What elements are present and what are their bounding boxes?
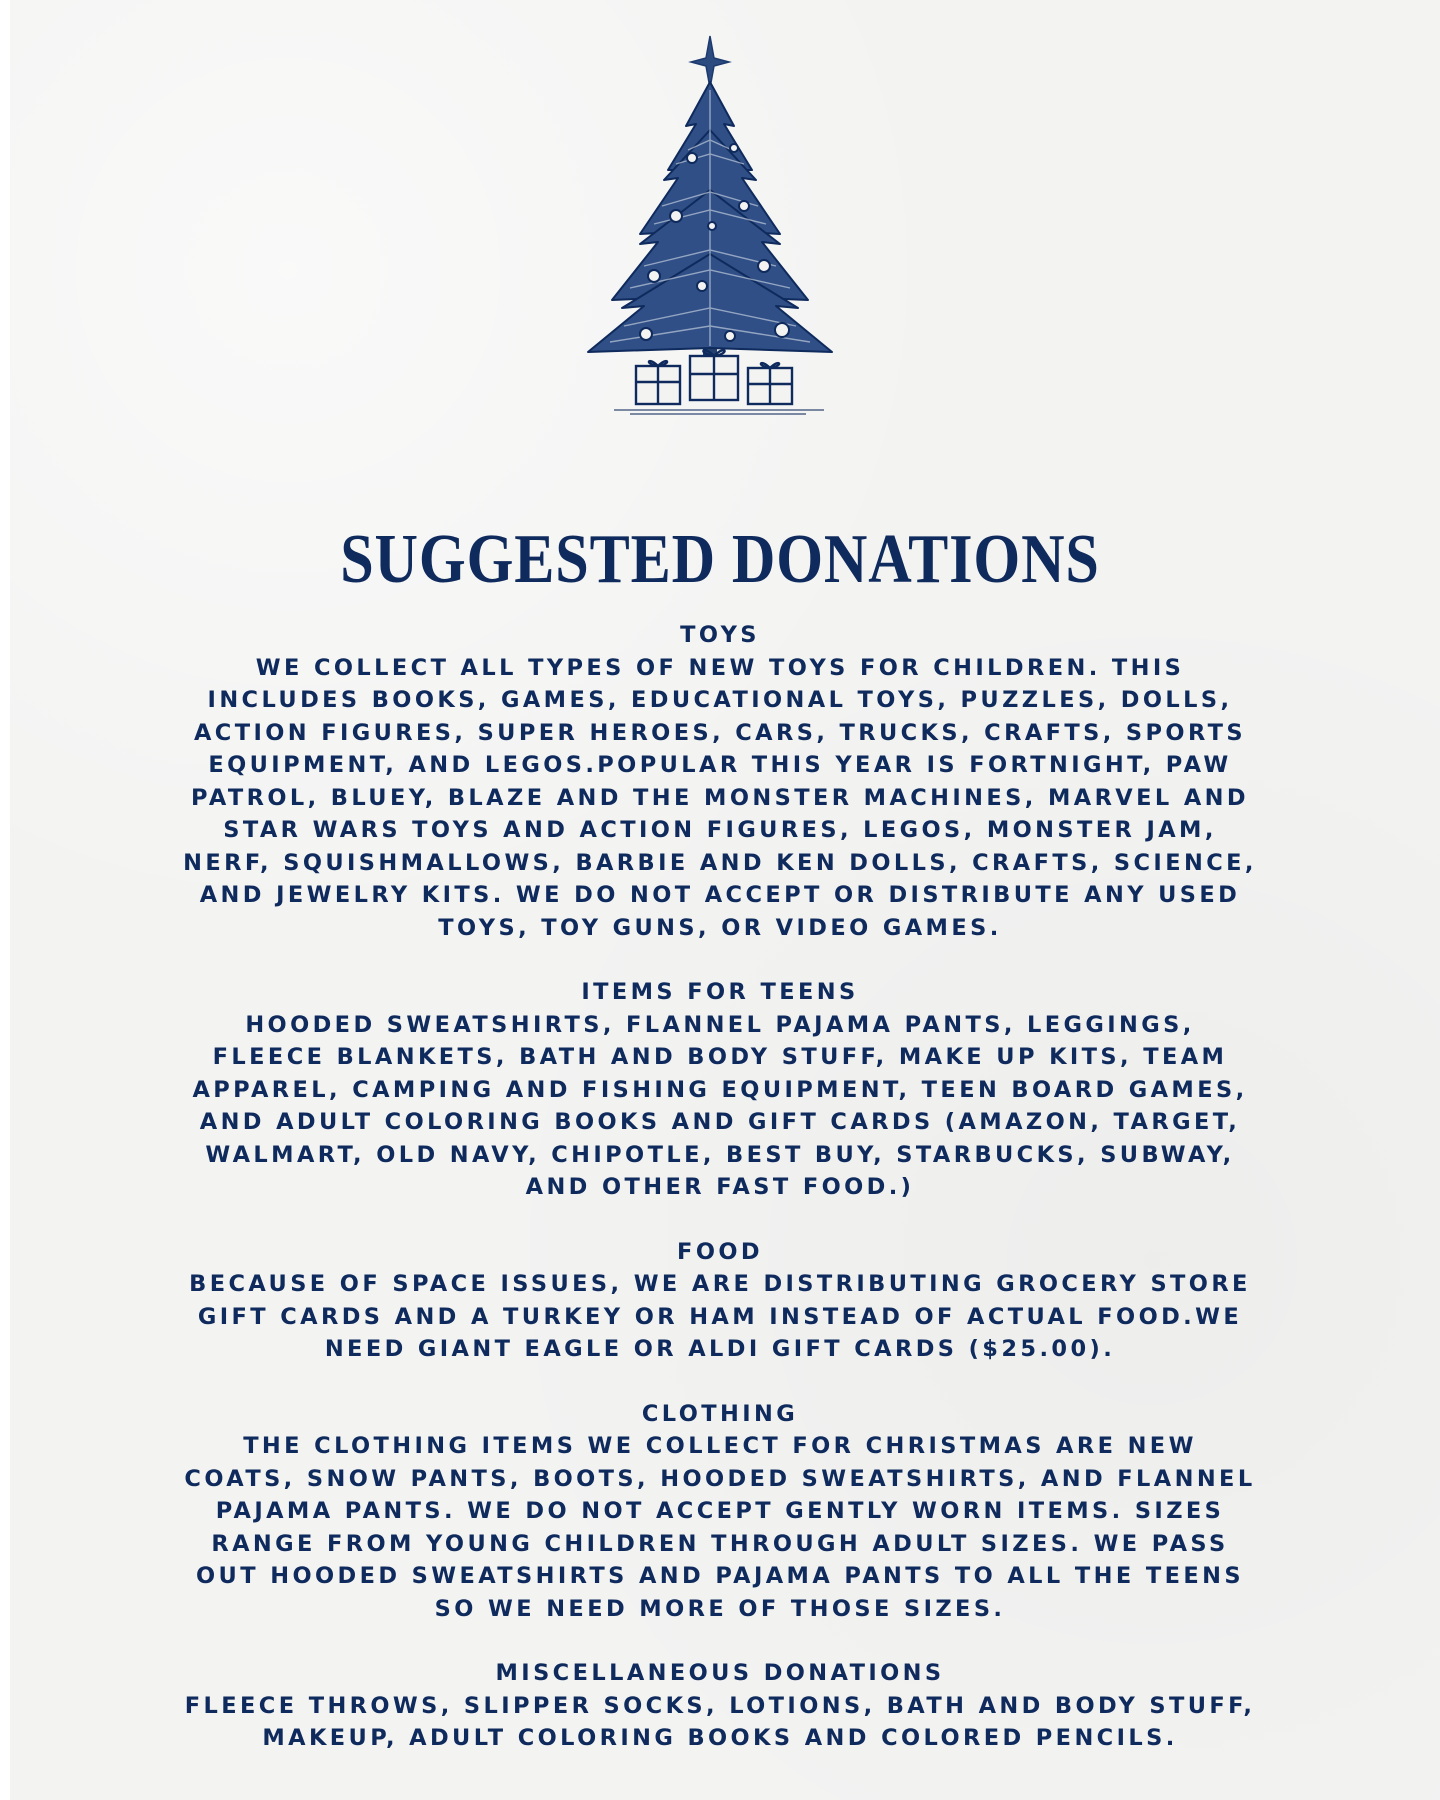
section-heading: CLOTHING (641, 1400, 799, 1427)
section-heading: FOOD (677, 1238, 763, 1265)
section-heading: TOYS (680, 622, 760, 648)
page-title: SUGGESTED DONATIONS (340, 520, 1100, 598)
section-text-line: PAJAMA PANTS. WE DO NOT ACCEPT GENTLY WORN ITEMS. SIZES (215, 1498, 1225, 1524)
section-heading: ITEMS FOR TEENS (581, 979, 859, 1005)
section-text-line: AND ADULT COLORING BOOKS AND GIFT CARDS (AMAZON, TARGET, (199, 1109, 1241, 1135)
section-text-line: OUT HOODED SWEATSHIRTS AND PAJAMA PANTS TO ALL THE TEENS (196, 1563, 1244, 1589)
section-food (170, 1236, 1270, 1366)
section-text-line: ACTION FIGURES, SUPER HEROES, CARS, TRUCKS, CRAFTS, SPORTS (193, 719, 1247, 746)
section-text-line: PATROL, BLUEY, BLAZE AND THE MONSTER MACHINES, MARVEL AND (191, 784, 1249, 811)
section-heading: MISCELLANEOUS DONATIONS (495, 1660, 945, 1686)
section-text-line: GIFT CARDS AND A TURKEY OR HAM INSTEAD OF ACTUAL FOOD.WE (197, 1303, 1243, 1330)
christmas-tree-icon (584, 30, 856, 416)
section-text-line: SO WE NEED MORE OF THOSE SIZES. (434, 1595, 1006, 1622)
section-text-line: AND JEWELRY KITS. WE DO NOT ACCEPT OR DISTRIBUTE ANY USED (199, 882, 1241, 908)
section-clothing (170, 1398, 1270, 1626)
section-text-line: BECAUSE OF SPACE ISSUES, WE ARE DISTRIBUTING GROCERY STORE (189, 1271, 1251, 1297)
section-toys (170, 619, 1270, 944)
gift-boxes-icon (636, 350, 792, 404)
section-text-line: COATS, SNOW PANTS, BOOTS, HOODED SWEATSHIRTS, AND FLANNEL (184, 1465, 1256, 1492)
section-text-line: HOODED SWEATSHIRTS, FLANNEL PAJAMA PANTS, LEGGINGS, (245, 1011, 1195, 1038)
section-text-line: FLEECE BLANKETS, BATH AND BODY STUFF, MAKE UP KITS, TEAM (212, 1044, 1228, 1070)
section-text-line: INCLUDES BOOKS, GAMES, EDUCATIONAL TOYS, PUZZLES, DOLLS, (207, 687, 1233, 713)
section-text-line: EQUIPMENT, AND LEGOS.POPULAR THIS YEAR IS FORTNIGHT, PAW (208, 752, 1232, 778)
section-text-line: APPAREL, CAMPING AND FISHING EQUIPMENT, TEEN BOARD GAMES, (192, 1076, 1248, 1103)
section-text-line: THE CLOTHING ITEMS WE COLLECT FOR CHRISTMAS ARE NEW (243, 1433, 1197, 1459)
section-text-line: TOYS, TOY GUNS, OR VIDEO GAMES. (438, 914, 1002, 941)
section-miscellaneous-donations (170, 1657, 1270, 1755)
section-items-for-teens (170, 976, 1270, 1204)
section-text-line: WALMART, OLD NAVY, CHIPOTLE, BEST BUY, STARBUCKS, SUBWAY, (205, 1141, 1235, 1168)
page-edge (0, 0, 10, 1800)
star-icon (691, 36, 729, 88)
section-text-line: NERF, SQUISHMALLOWS, BARBIE AND KEN DOLLS, CRAFTS, SCIENCE, (183, 849, 1257, 876)
section-text-line: FLEECE THROWS, SLIPPER SOCKS, LOTIONS, BATH AND BODY STUFF, (184, 1692, 1256, 1719)
section-text-line: RANGE FROM YOUNG CHILDREN THROUGH ADULT SIZES. WE PASS (211, 1530, 1229, 1557)
section-text-line: STAR WARS TOYS AND ACTION FIGURES, LEGOS, MONSTER JAM, (223, 817, 1217, 843)
section-text-line: WE COLLECT ALL TYPES OF NEW TOYS FOR CHILDREN. THIS (255, 654, 1185, 681)
section-text-line: NEED GIANT EAGLE OR ALDI GIFT CARDS ($25.00). (324, 1336, 1116, 1362)
section-text-line: AND OTHER FAST FOOD.) (525, 1174, 915, 1200)
donation-sections (170, 619, 1270, 1787)
section-text-line: MAKEUP, ADULT COLORING BOOKS AND COLORED PENCILS. (262, 1725, 1178, 1751)
